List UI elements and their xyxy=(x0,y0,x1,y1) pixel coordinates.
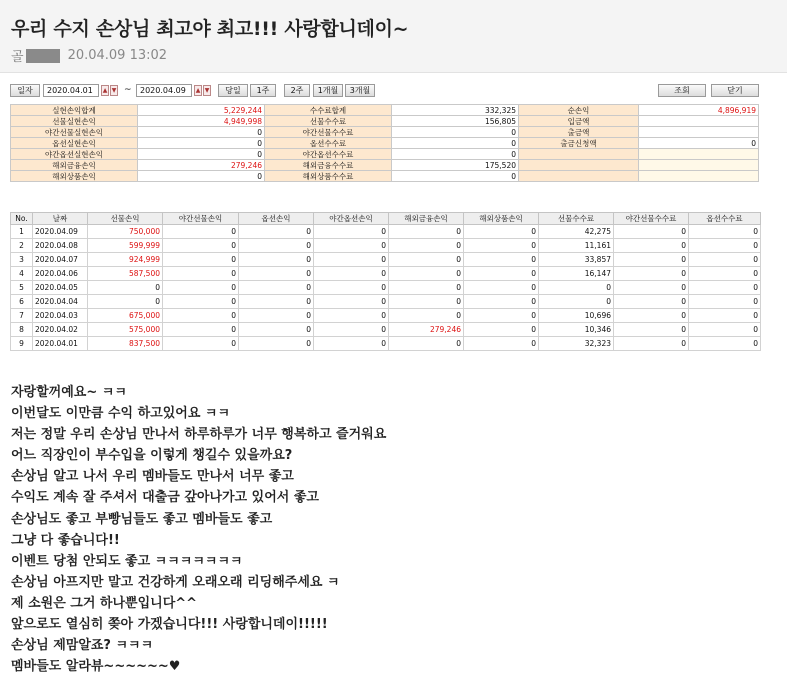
table-row[interactable] xyxy=(11,267,761,281)
table-cell: 0 xyxy=(614,253,689,267)
summary-label: 해외상품손익 xyxy=(11,171,138,182)
table-cell: 0 xyxy=(464,253,539,267)
summary-row xyxy=(11,105,759,116)
table-cell: 0 xyxy=(539,295,614,309)
table-cell: 675,000 xyxy=(88,309,163,323)
table-cell: 0 xyxy=(614,239,689,253)
table-cell: 0 xyxy=(689,225,761,239)
table-cell: 0 xyxy=(614,281,689,295)
table-cell: 10,696 xyxy=(539,309,614,323)
summary-value: 175,520 xyxy=(392,160,519,171)
column-header[interactable]: 야간선물손익 xyxy=(163,213,239,225)
summary-row xyxy=(11,160,759,171)
column-header[interactable]: 옵션수수료 xyxy=(689,213,761,225)
summary-label: 실현손익합계 xyxy=(11,105,138,116)
author-name[interactable]: 골 xyxy=(11,50,24,65)
summary-value: 0 xyxy=(392,171,519,182)
table-cell: 0 xyxy=(239,295,314,309)
table-cell: 0 xyxy=(689,309,761,323)
table-cell: 0 xyxy=(239,225,314,239)
table-cell: 0 xyxy=(163,267,239,281)
table-cell: 0 xyxy=(389,309,464,323)
table-cell: 0 xyxy=(163,239,239,253)
summary-label: 선물수수료 xyxy=(265,116,392,127)
summary-value: 4,949,998 xyxy=(138,116,265,127)
table-cell: 0 xyxy=(314,267,389,281)
body-line: 이벤트 당첨 안되도 좋고 ㅋㅋㅋㅋㅋㅋㅋ xyxy=(11,553,243,569)
body-line: 손상님 제맘알죠? ㅋㅋㅋ xyxy=(11,638,154,654)
table-cell: 0 xyxy=(163,309,239,323)
column-header[interactable]: 선물수수료 xyxy=(539,213,614,225)
table-cell: 3 xyxy=(11,253,33,267)
daily-pnl-table xyxy=(10,212,761,351)
summary-value xyxy=(639,160,759,171)
table-row[interactable] xyxy=(11,323,761,337)
summary-value xyxy=(639,171,759,182)
table-cell: 7 xyxy=(11,309,33,323)
table-cell: 0 xyxy=(464,225,539,239)
summary-label: 수수료합계 xyxy=(265,105,392,116)
summary-label: 출금신청액 xyxy=(519,138,639,149)
summary-row xyxy=(11,127,759,138)
table-cell: 16,147 xyxy=(539,267,614,281)
body-line: 제 소원은 그거 하나뿐입니다^^ xyxy=(11,595,198,611)
summary-value: 0 xyxy=(138,149,265,160)
table-cell: 924,999 xyxy=(88,253,163,267)
table-cell: 0 xyxy=(314,239,389,253)
table-cell: 279,246 xyxy=(389,323,464,337)
summary-label: 옵션수수료 xyxy=(265,138,392,149)
table-cell: 0 xyxy=(88,295,163,309)
end-date-field[interactable]: 2020.04.09 xyxy=(136,84,192,97)
table-cell: 4 xyxy=(11,267,33,281)
summary-value: 0 xyxy=(138,127,265,138)
table-row[interactable] xyxy=(11,239,761,253)
table-cell: 0 xyxy=(614,267,689,281)
column-header[interactable]: 해외상품손익 xyxy=(464,213,539,225)
table-cell: 0 xyxy=(614,323,689,337)
table-cell: 0 xyxy=(239,309,314,323)
table-cell: 0 xyxy=(464,267,539,281)
start-date-down-icon[interactable]: ▼ xyxy=(111,87,117,94)
range-1week-button[interactable]: 1주 xyxy=(250,84,276,97)
summary-label: 야간옵션실현손익 xyxy=(11,149,138,160)
table-cell: 0 xyxy=(614,225,689,239)
summary-value: 4,896,919 xyxy=(639,105,759,116)
summary-label: 해외금융손익 xyxy=(11,160,138,171)
close-button[interactable]: 닫기 xyxy=(711,84,759,97)
table-cell: 0 xyxy=(389,267,464,281)
table-cell: 0 xyxy=(314,323,389,337)
body-line: 어느 직장인이 부수입을 이렇게 챙길수 있을까요? xyxy=(11,448,293,464)
post-header xyxy=(0,0,787,73)
table-cell: 0 xyxy=(239,239,314,253)
table-cell: 0 xyxy=(464,281,539,295)
table-cell: 750,000 xyxy=(88,225,163,239)
summary-label: 야간선물실현손익 xyxy=(11,127,138,138)
table-cell: 0 xyxy=(314,225,389,239)
summary-label: 입금액 xyxy=(519,116,639,127)
search-button[interactable]: 조회 xyxy=(658,84,706,97)
summary-table xyxy=(10,104,759,182)
table-cell: 8 xyxy=(11,323,33,337)
table-row[interactable] xyxy=(11,337,761,351)
table-cell: 33,857 xyxy=(539,253,614,267)
table-cell: 0 xyxy=(389,225,464,239)
table-cell: 0 xyxy=(239,267,314,281)
body-line: 손상님 아프지만 말고 건강하게 오래오래 리딩해주세요 ㅋ xyxy=(11,574,340,590)
table-cell: 0 xyxy=(163,281,239,295)
summary-value: 0 xyxy=(138,138,265,149)
table-cell: 0 xyxy=(314,253,389,267)
table-cell: 0 xyxy=(389,253,464,267)
table-cell: 0 xyxy=(689,295,761,309)
table-cell: 0 xyxy=(464,239,539,253)
table-cell: 0 xyxy=(614,309,689,323)
table-cell: 42,275 xyxy=(539,225,614,239)
table-cell: 0 xyxy=(389,337,464,351)
post-datetime: 20.04.09 13:02 xyxy=(67,48,168,63)
summary-value: 0 xyxy=(392,127,519,138)
table-cell: 0 xyxy=(464,295,539,309)
table-cell: 0 xyxy=(689,337,761,351)
table-cell: 0 xyxy=(614,295,689,309)
table-cell: 0 xyxy=(239,337,314,351)
table-cell: 599,999 xyxy=(88,239,163,253)
summary-label: 야간옵션수수료 xyxy=(265,149,392,160)
range-2week-button[interactable]: 2주 xyxy=(284,84,310,97)
table-row[interactable] xyxy=(11,309,761,323)
body-line: 수익도 계속 잘 주셔서 대출금 갚아나가고 있어서 좋고 xyxy=(11,490,319,506)
table-cell: 0 xyxy=(689,281,761,295)
table-cell: 11,161 xyxy=(539,239,614,253)
range-1month-button[interactable]: 1개월 xyxy=(313,84,343,97)
table-cell: 0 xyxy=(163,337,239,351)
summary-label: 야간선물수수료 xyxy=(265,127,392,138)
column-header[interactable]: 선물손익 xyxy=(88,213,163,225)
summary-row xyxy=(11,116,759,127)
table-cell: 0 xyxy=(614,337,689,351)
table-header-row xyxy=(11,213,761,225)
table-cell: 0 xyxy=(689,239,761,253)
start-date-field[interactable]: 2020.04.01 xyxy=(43,84,99,97)
table-cell: 0 xyxy=(163,225,239,239)
summary-value: 279,246 xyxy=(138,160,265,171)
post-title: 우리 수지 손상님 최고야 최고!!! 사랑합니데이~ xyxy=(11,18,409,40)
table-cell: 2 xyxy=(11,239,33,253)
table-cell: 0 xyxy=(314,295,389,309)
summary-row xyxy=(11,149,759,160)
table-cell: 0 xyxy=(163,323,239,337)
column-header[interactable]: No. xyxy=(11,213,33,225)
table-cell: 2020.04.09 xyxy=(33,225,88,239)
table-cell: 0 xyxy=(239,323,314,337)
summary-label xyxy=(519,149,639,160)
post-body xyxy=(11,382,771,677)
summary-label: 옵션실현손익 xyxy=(11,138,138,149)
end-date-down-icon[interactable]: ▼ xyxy=(204,87,210,94)
column-header[interactable]: 옵션손익 xyxy=(239,213,314,225)
body-line: 손상님 알고 나서 우리 멤바들도 만나서 너무 좋고 xyxy=(11,469,294,485)
table-row[interactable] xyxy=(11,253,761,267)
summary-label xyxy=(519,171,639,182)
table-cell: 0 xyxy=(239,253,314,267)
start-date-up-icon[interactable]: ▲ xyxy=(102,87,108,94)
summary-value: 5,229,244 xyxy=(138,105,265,116)
table-cell: 6 xyxy=(11,295,33,309)
table-cell: 0 xyxy=(389,239,464,253)
table-row[interactable] xyxy=(11,281,761,295)
summary-value: 0 xyxy=(392,149,519,160)
table-cell: 0 xyxy=(464,323,539,337)
table-cell: 0 xyxy=(314,309,389,323)
table-cell: 0 xyxy=(389,295,464,309)
summary-value xyxy=(639,149,759,160)
summary-label: 해외금융수수료 xyxy=(265,160,392,171)
table-cell: 0 xyxy=(464,337,539,351)
statement-toolbar xyxy=(10,83,762,99)
body-line: 앞으로도 열심히 쫒아 가겠습니다!!! 사랑합니데이!!!!! xyxy=(11,617,328,633)
table-cell: 0 xyxy=(689,267,761,281)
table-cell: 2020.04.05 xyxy=(33,281,88,295)
table-cell: 2020.04.02 xyxy=(33,323,88,337)
body-line: 손상님도 좋고 부빵님들도 좋고 멤바들도 좋고 xyxy=(11,511,273,527)
column-header[interactable]: 날짜 xyxy=(33,213,88,225)
summary-label: 출금액 xyxy=(519,127,639,138)
end-date-up-icon[interactable]: ▲ xyxy=(195,87,201,94)
summary-value: 332,325 xyxy=(392,105,519,116)
table-cell: 0 xyxy=(163,253,239,267)
table-cell: 0 xyxy=(88,281,163,295)
summary-label: 순손익 xyxy=(519,105,639,116)
body-line: 멤바들도 알라뷰~~~~~~♥ xyxy=(11,659,181,675)
summary-label: 해외상품수수료 xyxy=(265,171,392,182)
table-cell: 9 xyxy=(11,337,33,351)
table-cell: 0 xyxy=(689,323,761,337)
summary-value xyxy=(639,127,759,138)
summary-value: 0 xyxy=(138,171,265,182)
table-cell: 0 xyxy=(314,281,389,295)
table-row[interactable] xyxy=(11,225,761,239)
range-today-button[interactable]: 당일 xyxy=(218,84,248,97)
summary-label xyxy=(519,160,639,171)
summary-label: 선물실현손익 xyxy=(11,116,138,127)
trading-statement-screenshot xyxy=(10,83,762,358)
summary-value: 156,805 xyxy=(392,116,519,127)
table-row[interactable] xyxy=(11,295,761,309)
table-cell: 0 xyxy=(689,253,761,267)
body-line: 저는 정말 우리 손상님 만나서 하루하루가 너무 행복하고 즐거워요 xyxy=(11,427,387,443)
table-cell: 2020.04.04 xyxy=(33,295,88,309)
column-header[interactable]: 해외금융손익 xyxy=(389,213,464,225)
table-cell: 575,000 xyxy=(88,323,163,337)
range-3month-button[interactable]: 3개월 xyxy=(345,84,375,97)
summary-row xyxy=(11,171,759,182)
date-label: 일자 xyxy=(10,84,40,97)
column-header[interactable]: 야간옵션손익 xyxy=(314,213,389,225)
date-separator: ~ xyxy=(124,85,132,95)
table-cell: 2020.04.03 xyxy=(33,309,88,323)
table-cell: 10,346 xyxy=(539,323,614,337)
body-line: 그냥 다 좋습니다!! xyxy=(11,532,120,548)
table-cell: 2020.04.07 xyxy=(33,253,88,267)
table-cell: 32,323 xyxy=(539,337,614,351)
table-cell: 2020.04.06 xyxy=(33,267,88,281)
post-meta xyxy=(11,46,167,65)
table-cell: 0 xyxy=(163,295,239,309)
table-cell: 0 xyxy=(239,281,314,295)
summary-row xyxy=(11,138,759,149)
table-cell: 837,500 xyxy=(88,337,163,351)
table-cell: 0 xyxy=(314,337,389,351)
table-cell: 0 xyxy=(389,281,464,295)
table-cell: 0 xyxy=(464,309,539,323)
column-header[interactable]: 야간선물수수료 xyxy=(614,213,689,225)
body-line: 이번달도 이만큼 수익 하고있어요 ㅋㅋ xyxy=(11,406,231,422)
summary-value xyxy=(639,116,759,127)
table-cell: 1 xyxy=(11,225,33,239)
summary-value: 0 xyxy=(392,138,519,149)
table-cell: 0 xyxy=(539,281,614,295)
table-cell: 2020.04.01 xyxy=(33,337,88,351)
table-cell: 5 xyxy=(11,281,33,295)
author-name-redaction xyxy=(26,49,60,63)
summary-value: 0 xyxy=(639,138,759,149)
body-line: 자랑할꺼예요~ ㅋㅋ xyxy=(11,385,127,400)
table-cell: 587,500 xyxy=(88,267,163,281)
table-cell: 2020.04.08 xyxy=(33,239,88,253)
